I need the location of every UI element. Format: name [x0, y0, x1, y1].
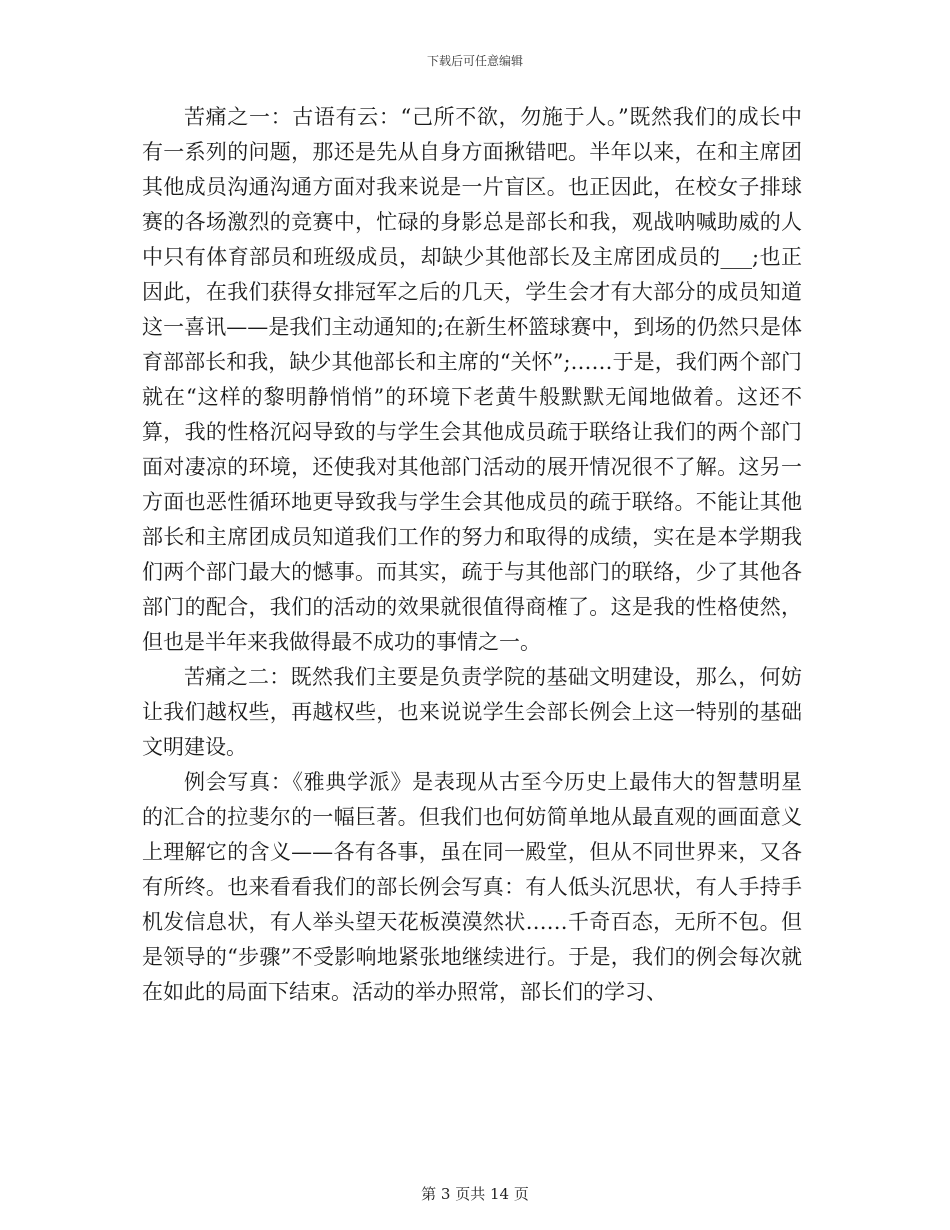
- paragraph: 苦痛之一：古语有云：“己所不欲，勿施于人。”既然我们的成长中有一系列的问题，那还是先从自身方面揪错吧。半年以来，在和主席团其他成员沟通沟通方面对我来说是一片盲区。也正因此，在校女子排球赛的各场激烈的竞赛中，忙碌的身影总是部长和我，观战呐喊助威的人中只有体育部员和班级成员，却缺少其他部长及主席团成员的___;也正因此，在我们获得女排冠军之后的几天，学生会才有大部分的成员知道这一喜讯——是我们主动通知的;在新生杯篮球赛中，到场的仍然只是体育部部长和我，缺少其他部长和主席的“关怀”;……于是，我们两个部门就在“这样的黎明静悄悄”的环境下老黄牛般默默无闻地做着。这还不算，我的性格沉闷导致的与学生会其他成员疏于联络让我们的两个部门面对凄凉的环境，还使我对其他部门活动的展开情况很不了解。这另一方面也恶性循环地更导致我与学生会其他成员的疏于联络。不能让其他部长和主席团成员知道我们工作的努力和取得的成绩，实在是本学期我们两个部门最大的憾事。而其实，疏于与其他部门的联络，少了其他各部门的配合，我们的活动的效果就很值得商榷了。这是我的性格使然，但也是半年来我做得最不成功的事情之一。: [142, 105, 802, 654]
- page-header-note: 下载后可任意编辑: [426, 54, 523, 68]
- paragraph: 例会写真：《雅典学派》是表现从古至今历史上最伟大的智慧明星的汇合的拉斐尔的一幅巨著。但我们也何妨简单地从最直观的画面意义上理解它的含义——各有各事，虽在同一殿堂，但从不同世界来，又各有所终。也来看看我们的部长例会写真：有人低头沉思状，有人手持手机发信息状，有人举头望天花板漠漠然状……千奇百态，无所不包。但是领导的“步骤”不受影响地紧张地继续进行。于是，我们的例会每次就在如此的局面下结束。活动的举办照常，部长们的学习、: [142, 770, 802, 1004]
- document-body: [142, 100, 802, 1010]
- page-number: 第 3 页共 14 页: [421, 1185, 529, 1203]
- paragraph: 苦痛之二：既然我们主要是负责学院的基础文明建设，那么，何妨让我们越权些，再越权些，也来说说学生会部长例会上这一特别的基础文明建设。: [142, 665, 802, 759]
